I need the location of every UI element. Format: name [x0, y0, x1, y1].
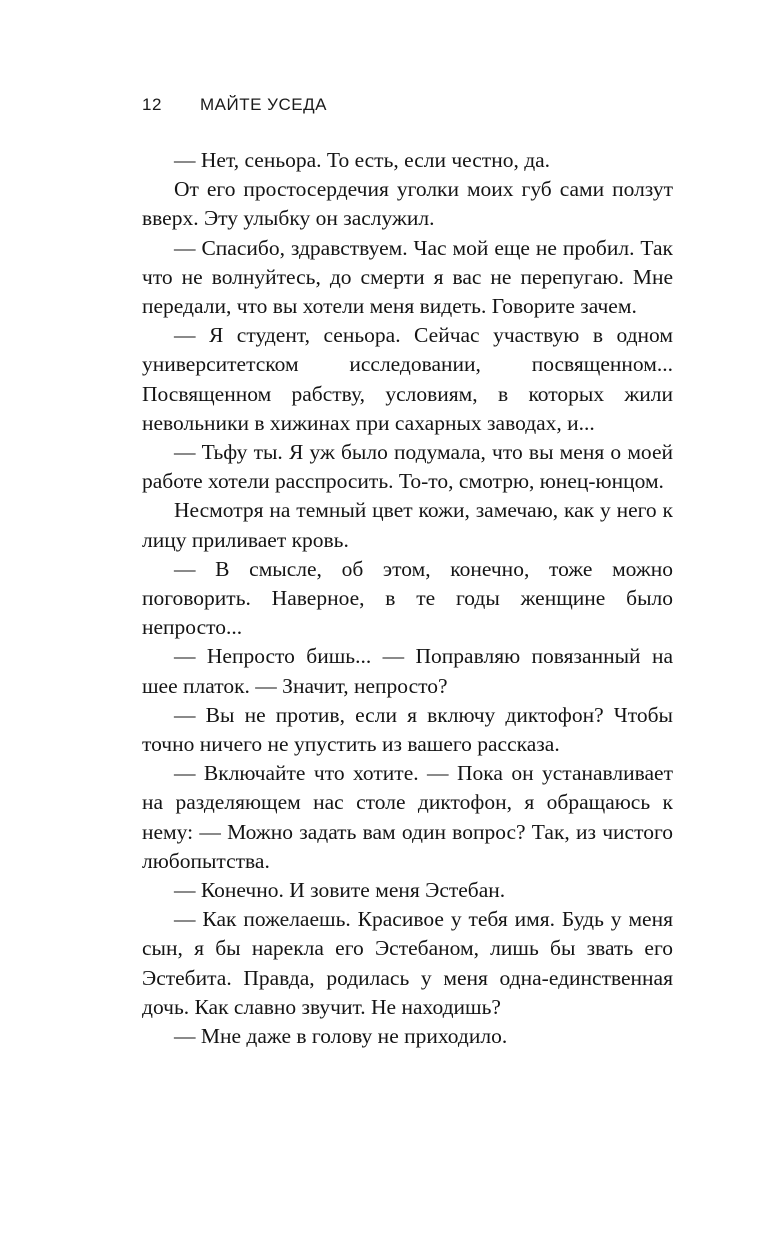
- paragraph: Несмотря на темный цвет кожи, замечаю, как у него к лицу приливает кровь.: [142, 498, 673, 552]
- paragraph: — Как пожелаешь. Красивое у тебя имя. Будь у меня сын, я бы нарекла его Эстебаном, лишь бы звать его Эстебита. Правда, родилась у меня одна-единственная дочь. Как славно звучит. Не находишь?: [142, 907, 673, 1019]
- author-name: МАЙТЕ УСЕДА: [200, 95, 327, 114]
- paragraph: — Мне даже в голову не приходило.: [174, 1024, 508, 1049]
- paragraph: — Включайте что хотите. — Пока он устанавливает на разделяющем нас столе диктофон, я обращаюсь к нему: — Можно задать вам один вопрос? Так, из чистого любопытства.: [142, 761, 673, 873]
- paragraph: — Тьфу ты. Я уж было подумала, что вы меня о моей работе хотели расспросить. То-то, смотрю, юнец-юнцом.: [142, 440, 673, 494]
- paragraph: — В смысле, об этом, конечно, тоже можно поговорить. Наверное, в те годы женщине было непросто...: [142, 556, 673, 640]
- body-text: [142, 146, 673, 1051]
- page-number: 12: [142, 95, 162, 114]
- paragraph: — Конечно. И зовите меня Эстебан.: [174, 878, 506, 903]
- paragraph: — Нет, сеньора. То есть, если честно, да.: [174, 148, 551, 172]
- paragraph: — Спасибо, здравствуем. Час мой еще не пробил. Так что не волнуйтесь, до смерти я вас не перепугаю. Мне передали, что вы хотели меня видеть. Говорите зачем.: [142, 235, 673, 319]
- paragraph: — Я студент, сеньора. Сейчас участвую в одном университетском исследовании, посвященном... Посвященном рабству, условиям, в которых жили невольники в хижинах при сахарных заводах, и...: [142, 323, 673, 435]
- paragraph: — Непросто бишь... — Поправляю повязанный на шее платок. — Значит, непросто?: [142, 644, 673, 698]
- paragraph: От его простосердечия уголки моих губ сами ползут вверх. Эту улыбку он заслужил.: [142, 177, 673, 231]
- paragraph: — Вы не против, если я включу диктофон? Чтобы точно ничего не упустить из вашего рассказа.: [142, 702, 673, 757]
- running-head: [142, 95, 327, 115]
